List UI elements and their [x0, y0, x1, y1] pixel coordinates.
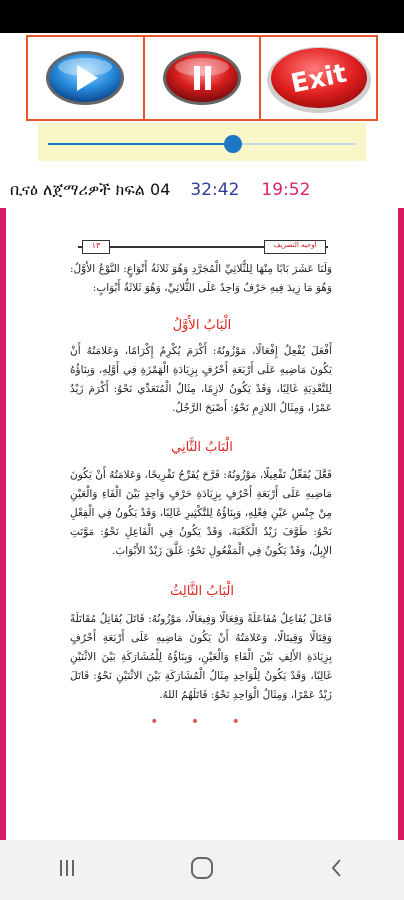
- seek-bar-container: [38, 123, 366, 161]
- track-title: ቢናዕ ለጀማሪዎች ክፍል 04: [10, 180, 171, 199]
- document-viewer[interactable]: [0, 208, 404, 840]
- section-heading: الْبَابُ الثَّالِثُ: [169, 584, 234, 599]
- page-number: ١٣: [82, 240, 110, 254]
- page-edge-right: [398, 208, 404, 840]
- track-info: [0, 172, 404, 208]
- exit-button[interactable]: [261, 37, 376, 119]
- exit-icon: [264, 40, 374, 116]
- play-icon: [44, 48, 126, 108]
- pause-icon: [161, 48, 243, 108]
- section-text: فَاعَلَ يُفَاعِلُ مُفَاعَلَةً وَفِعَالًا وَفِيعَالًا، مَوْزُونُهُ: قَاتَلَ يُقَاتِلُ مُقَاتَلَةً وَقِتَالًا وَقِيتَالًا، وَعَلامَتُهُ أَنْ يَكُونَ مَاضِيهِ عَلَى أَرْبَعَةِ أَحْرُفٍ بِزِيَادَةِ الأَلِفِ بَيْنَ الْفَاءِ وَالْعَيْنِ، وَبِنَاؤُهُ لِلْمُشَارَكَةِ بَيْنَ الاثْنَيْنِ غَالِبًا، وَقَدْ يَكُونُ لِلْوَاحِدِ مِثَالُ الْمُشَارَكَةِ بَيْنَ الاثْنَيْنِ نَحْوُ: قَاتَلَ زَيْدٌ عَمْرًا، وَمِثَالُ الْوَاحِدِ نَحْوُ: قَاتَلَهُمُ اللهُ.: [70, 613, 332, 701]
- section-heading: الْبَابُ الثَّانِي: [171, 440, 233, 455]
- pause-button[interactable]: [145, 37, 262, 119]
- current-time: 32:42: [190, 180, 240, 200]
- page-header-tag: أوجيه التصريف: [264, 240, 326, 254]
- exit-label: Exit: [288, 58, 349, 100]
- status-bar: [0, 0, 404, 33]
- back-icon[interactable]: [325, 856, 349, 884]
- page-edge-left: [0, 208, 6, 840]
- section-heading: الْبَابُ الأَوَّلُ: [172, 318, 232, 333]
- player-controls: [26, 35, 378, 121]
- total-time: 19:52: [261, 180, 311, 200]
- page-header: [78, 240, 328, 254]
- home-icon[interactable]: [189, 855, 215, 885]
- play-button[interactable]: [28, 37, 145, 119]
- section-divider-dots: • • •: [150, 714, 254, 730]
- section-text: أَفْعَلَ يُفْعِلُ إِفْعَالًا، مَوْزُونُهُ: أَكْرَمَ يُكْرِمُ إِكْرَامًا، وَعَلامَتُهُ أَنْ يَكُونَ مَاضِيهِ عَلَى أَرْبَعَةِ أَحْرُفٍ بِزِيَادَةِ الْهَمْزَةِ فِي أَوَّلِهِ، وَبِنَاؤُهُ لِلتَّعْدِيَةِ غَالِبًا، وَقَدْ يَكُونُ لازِمًا، مِثَالُ الْمُتَعَدِّي نَحْوُ: أَكْرَمَ زَيْدٌ عَمْرًا، وَمِثَالُ اللازِمِ نَحْوُ: أَصْبَحَ الرَّجُلُ.: [70, 345, 332, 414]
- system-nav-bar: [0, 840, 404, 900]
- section-text: فَعَّلَ يُفَعِّلُ تَفْعِيلًا، مَوْزُونُهُ: فَرَّحَ يُفَرِّحُ تَفْرِيحًا، وَعَلامَتُهُ أَنْ يَكُونَ مَاضِيهِ عَلَى أَرْبَعَةِ أَحْرُفٍ بِزِيَادَةِ حَرْفٍ وَاحِدٍ بَيْنَ الْفَاءِ وَالْعَيْنِ مِنْ جِنْسِ عَيْنِ فِعْلِهِ، وَبِنَاؤُهُ لِلتَّكْثِيرِ غَالِبًا، وَقَدْ يَكُونُ فِي الْفِعْلِ نَحْوُ: طَوَّفَ زَيْدٌ الْكَعْبَةَ، وَقَدْ يَكُونُ فِي الْفَاعِلِ نَحْوُ: مَوَّتَتِ الإِبِلُ، وَقَدْ يَكُونُ فِي الْمَفْعُولِ نَحْوُ: غَلَّقَ زَيْدٌ الأَبْوَابَ.: [70, 469, 332, 557]
- seek-bar-thumb[interactable]: [224, 135, 242, 153]
- seek-bar-progress: [48, 143, 233, 145]
- recents-icon[interactable]: [55, 856, 79, 884]
- intro-paragraph: وَلَنَا عَشَرَ بَابًا مِنْهَا لِلثُّلاثِيِّ الْمُجَرَّدِ وَهُوَ ثَلاثَةُ أَنْوَاعٍ: النَّوْعُ الأَوَّلُ: وَهُوَ مَا زِيدَ فِيهِ حَرْفٌ وَاحِدٌ عَلَى الثُّلاثِيِّ، وَهُوَ ثَلاثَةُ أَبْوَابٍ:: [70, 263, 332, 294]
- seek-bar-track[interactable]: [48, 143, 356, 145]
